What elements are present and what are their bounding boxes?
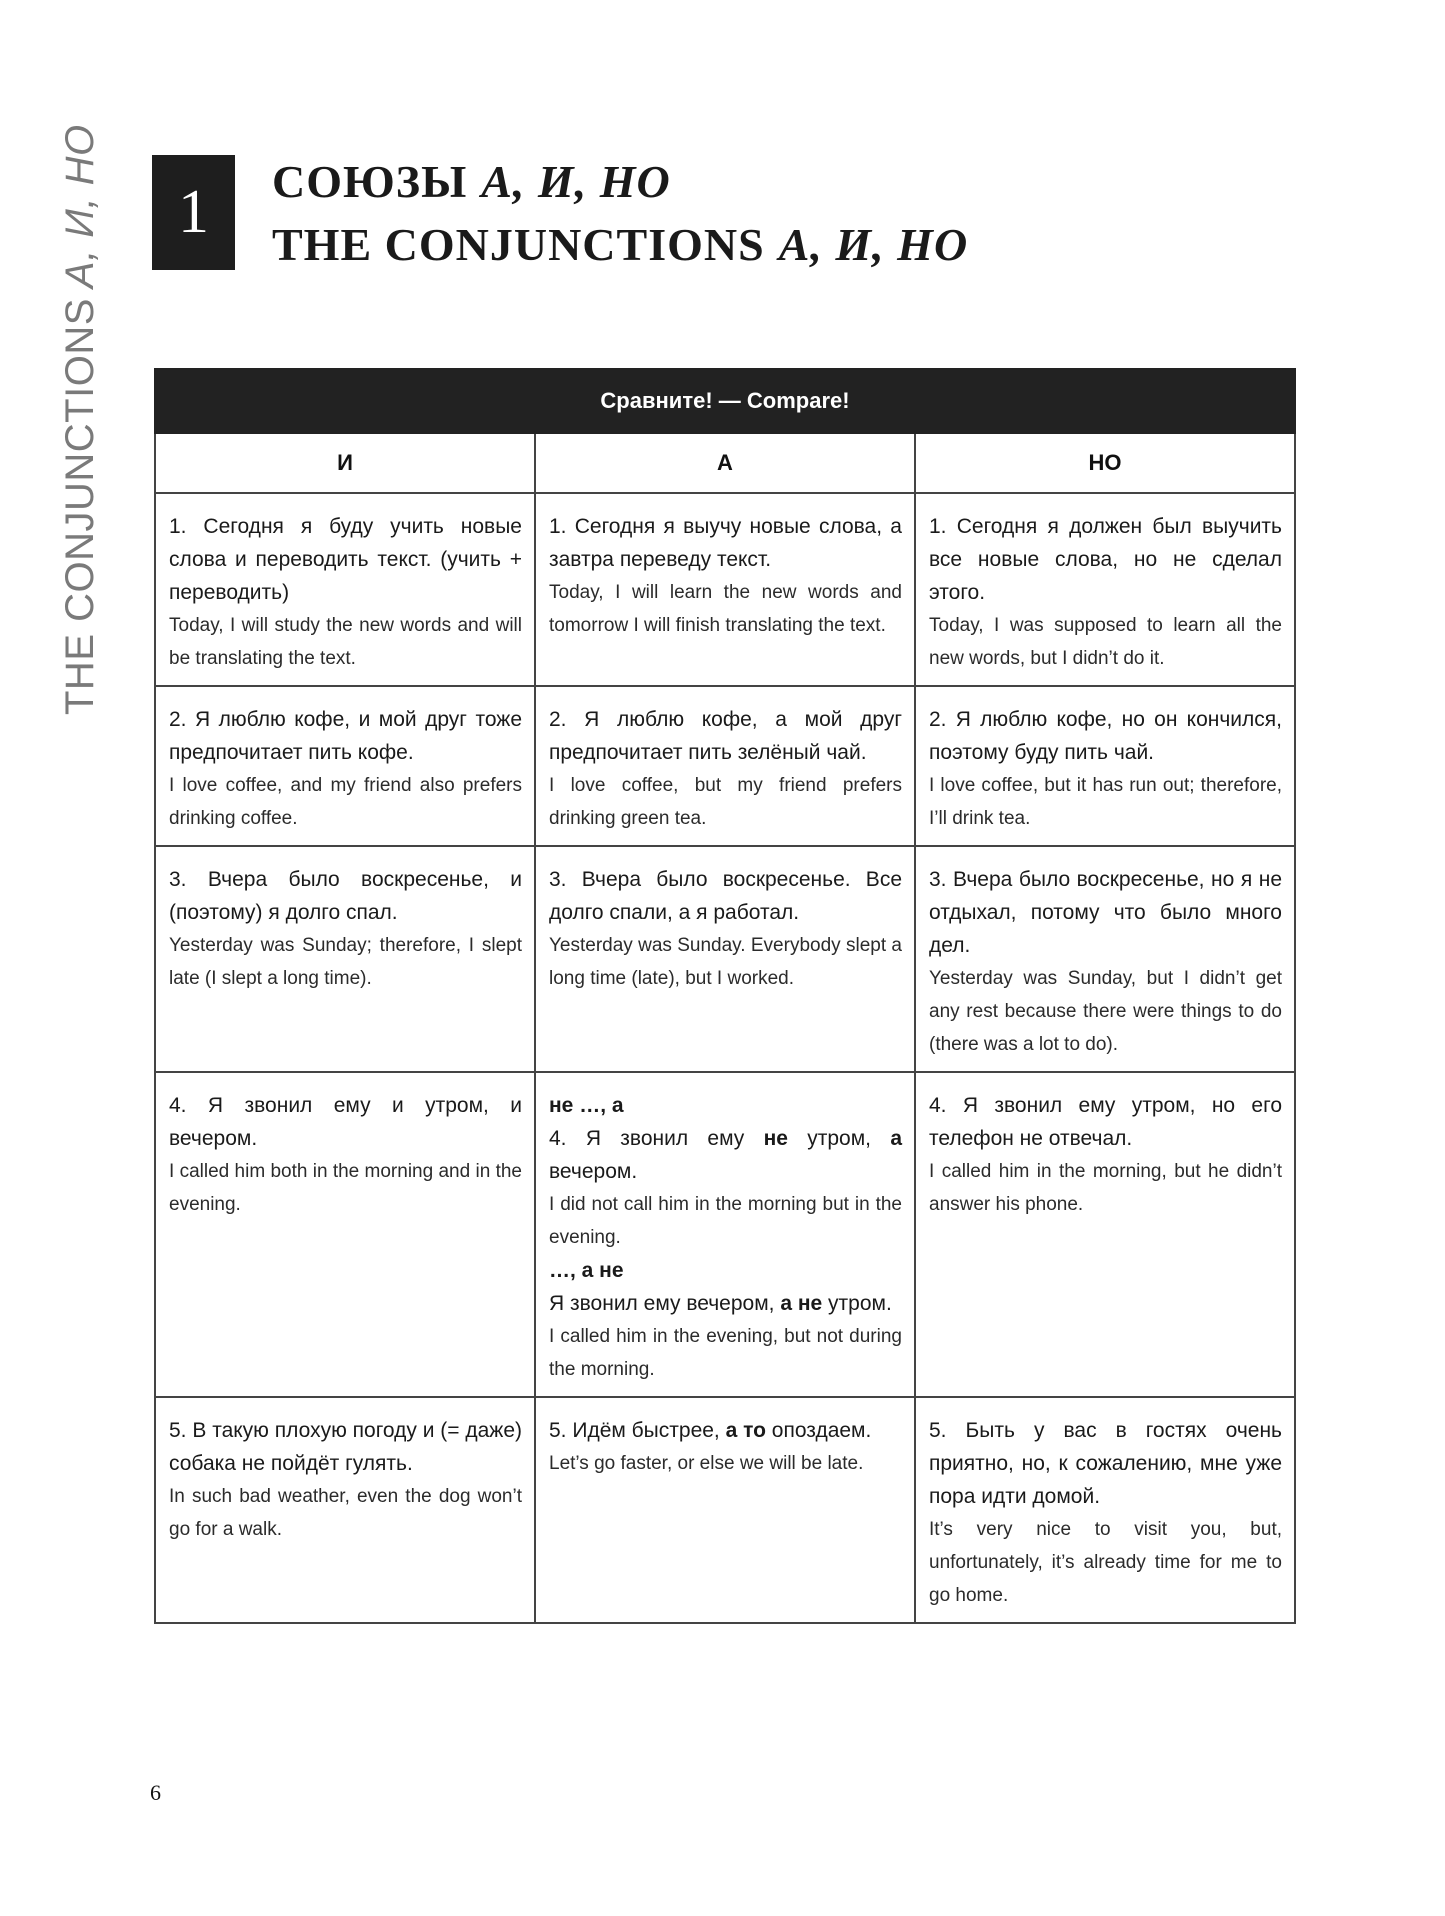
- ru-part: утром,: [787, 1127, 891, 1150]
- example-ru: 2. Я люблю кофе, но он кончился, поэтому буду пить чай.: [929, 708, 1282, 764]
- example-en: I did not call him in the morning but in the evening.: [549, 1194, 902, 1248]
- column-header-a: А: [535, 433, 915, 493]
- example-ru: 1. Сегодня я должен был выучить все новые слова, но не сделал этого.: [929, 515, 1282, 604]
- example-en: Yesterday was Sunday. Everybody slept a long time (late), but I worked.: [549, 935, 902, 989]
- ru-bold-part: а то: [725, 1419, 766, 1442]
- table-cell: [535, 846, 915, 1072]
- table-row: [155, 846, 1295, 1072]
- ru-part: опоздаем.: [765, 1419, 872, 1442]
- table-cell: [535, 493, 915, 686]
- table-row: [155, 686, 1295, 846]
- example-en: Today, I was supposed to learn all the new words, but I didn’t do it.: [929, 615, 1282, 669]
- example-ru: 3. Вчера было воскресенье. Все долго спали, а я работал.: [549, 868, 902, 924]
- heading-ru-text: СОЮЗЫ: [272, 156, 468, 207]
- table-caption: Сравните! — Compare!: [155, 369, 1295, 433]
- heading-en-text: THE CONJUNCTIONS: [272, 219, 765, 270]
- example-ru: 4. Я звонил ему утром, но его телефон не отвечал.: [929, 1094, 1282, 1150]
- example-ru: 5. В такую плохую погоду и (= даже) собака не пойдёт гулять.: [169, 1419, 523, 1475]
- example-ru: 1. Сегодня я выучу новые слова, а завтра переведу текст.: [549, 515, 902, 571]
- table-row: [155, 1072, 1295, 1397]
- example-en: I love coffee, and my friend also prefers drinking coffee.: [169, 775, 522, 829]
- example-en: I love coffee, but my friend prefers drinking green tea.: [549, 775, 902, 829]
- table-cell: [155, 1072, 535, 1397]
- compare-table: [154, 368, 1296, 1624]
- table-cell: [155, 493, 535, 686]
- table-row: [155, 1397, 1295, 1623]
- example-en: I love coffee, but it has run out; therefore, I’ll drink tea.: [929, 775, 1282, 829]
- example-en: Yesterday was Sunday, but I didn’t get any rest because there were things to do (there was a lot to do).: [929, 968, 1282, 1055]
- table-cell: [535, 1072, 915, 1397]
- example-ru: 2. Я люблю кофе, а мой друг предпочитает пить зелёный чай.: [549, 708, 902, 764]
- example-en: I called him both in the morning and in the evening.: [169, 1161, 522, 1215]
- chapter-heading: [272, 150, 968, 276]
- example-en: Today, I will study the new words and will be translating the text.: [169, 615, 522, 669]
- ru-part: 5. Идём быстрее,: [549, 1419, 726, 1442]
- example-en: It’s very nice to visit you, but, unfortunately, it’s already time for me to go home.: [929, 1519, 1282, 1606]
- column-header-no: НО: [915, 433, 1295, 493]
- example-en: Yesterday was Sunday; therefore, I slept late (I slept a long time).: [169, 935, 522, 989]
- example-en: I called him in the evening, but not during the morning.: [549, 1326, 902, 1380]
- table-cell: [535, 1397, 915, 1623]
- example-ru: [549, 1287, 902, 1320]
- example-ru: [549, 1414, 902, 1447]
- heading-en: [272, 213, 968, 276]
- table-cell: [915, 846, 1295, 1072]
- table-cell: [915, 1072, 1295, 1397]
- side-running-title: [58, 124, 140, 715]
- pattern-heading: …, а не: [549, 1259, 624, 1282]
- ru-part: 4. Я звонил ему: [549, 1127, 764, 1150]
- example-ru: 4. Я звонил ему и утром, и вечером.: [169, 1094, 522, 1150]
- heading-en-italic: А, И, НО: [778, 219, 969, 270]
- table-cell: [915, 686, 1295, 846]
- pattern-heading: не …, а: [549, 1094, 624, 1117]
- side-title-italic: А, И, НО: [58, 124, 102, 289]
- table-cell: [915, 1397, 1295, 1623]
- example-ru: 3. Вчера было воскресенье, и (поэтому) я долго спал.: [169, 868, 522, 924]
- table-cell: [915, 493, 1295, 686]
- example-ru: 5. Быть у вас в гостях очень приятно, но, к сожалению, мне уже пора идти домой.: [929, 1419, 1282, 1508]
- column-header-row: [155, 433, 1295, 493]
- table-cell: [155, 686, 535, 846]
- page-number: 6: [150, 1780, 161, 1805]
- ru-part: Я звонил ему вечером,: [549, 1292, 781, 1315]
- ru-bold-part: не: [763, 1127, 788, 1150]
- table-cell: [155, 1397, 535, 1623]
- example-en: In such bad weather, even the dog won’t go for a walk.: [169, 1486, 522, 1540]
- ru-part: утром.: [822, 1292, 892, 1315]
- chapter-number: 1: [152, 155, 235, 270]
- table-cell: [155, 846, 535, 1072]
- heading-ru-italic: А, И, НО: [481, 156, 671, 207]
- example-ru: 2. Я люблю кофе, и мой друг тоже предпочитает пить кофе.: [169, 708, 522, 764]
- example-en: I called him in the morning, but he didn’t answer his phone.: [929, 1161, 1282, 1215]
- heading-ru: [272, 150, 968, 213]
- example-ru: [549, 1122, 902, 1188]
- example-en: Today, I will learn the new words and tomorrow I will finish translating the text.: [549, 582, 902, 636]
- example-ru: 1. Сегодня я буду учить новые слова и переводить текст. (учить + переводить): [169, 515, 522, 604]
- side-title-plain: THE CONJUNCTIONS: [58, 298, 102, 715]
- example-en: Let’s go faster, or else we will be late.: [549, 1453, 864, 1474]
- table-cell: [535, 686, 915, 846]
- ru-bold-part: а не: [780, 1292, 823, 1315]
- column-header-i: И: [155, 433, 535, 493]
- ru-part: вечером.: [549, 1160, 638, 1183]
- table-row: [155, 493, 1295, 686]
- ru-bold-part: а: [890, 1127, 903, 1150]
- example-ru: 3. Вчера было воскресенье, но я не отдыхал, потому что было много дел.: [929, 868, 1282, 957]
